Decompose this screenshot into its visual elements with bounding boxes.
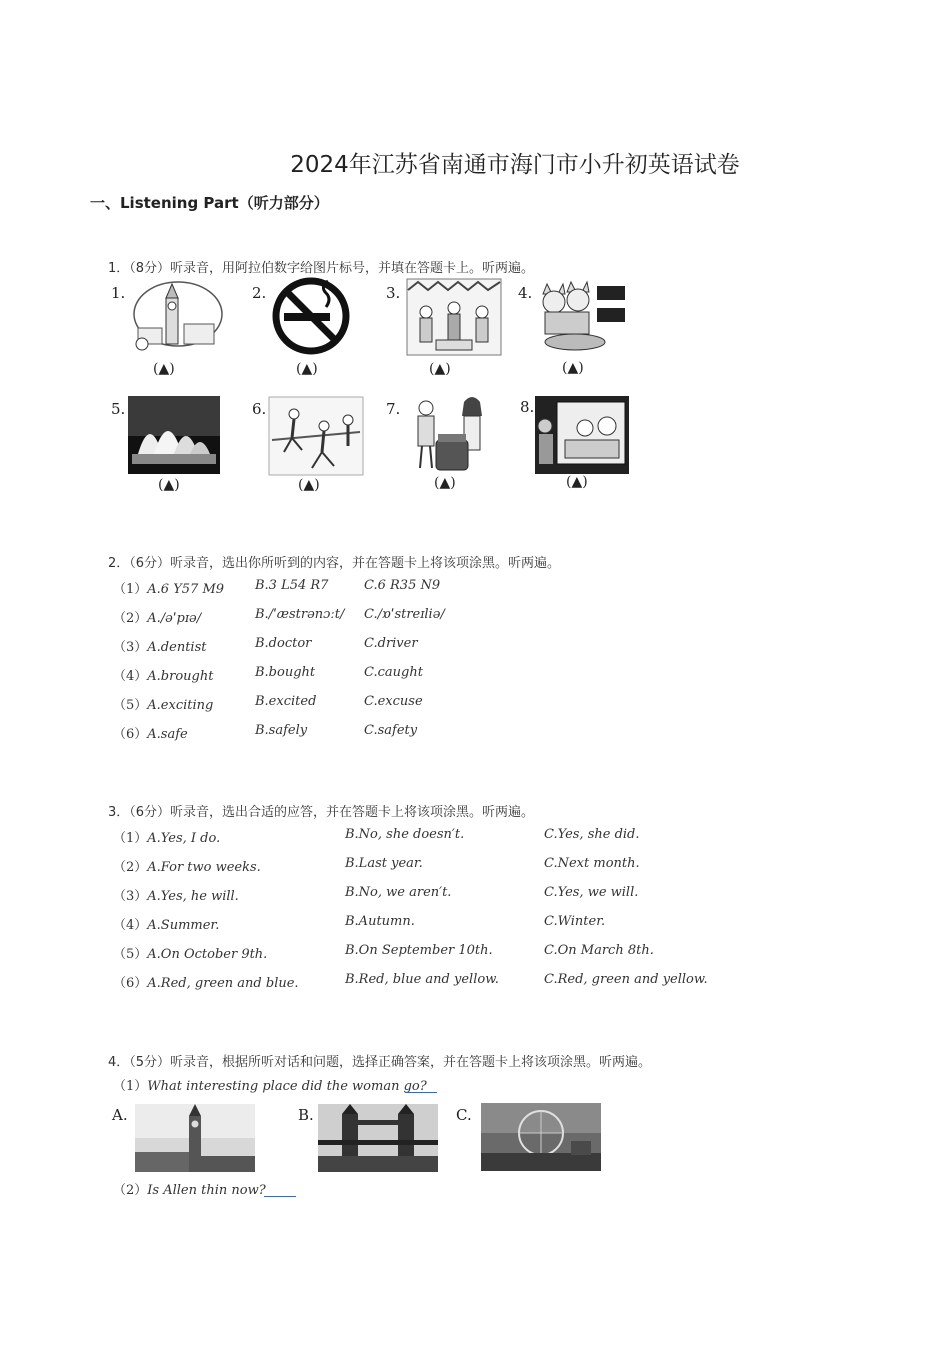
option-c[interactable]: C.Red, green and yellow. — [544, 972, 708, 987]
option-c[interactable]: C.Yes, we will. — [544, 885, 639, 900]
item-number: （6） — [113, 976, 148, 991]
tower-bridge-photo-icon — [318, 1104, 438, 1172]
q4-sub1 — [113, 1075, 427, 1094]
big-ben-illustration-icon — [128, 278, 224, 356]
option-a[interactable] — [113, 972, 299, 991]
option-c[interactable]: C.6 R35 N9 — [364, 578, 441, 593]
q2-header: 2．（6分）听录音，选出你所听到的内容，并在答题卡上将该项涂黑。听两遍。 — [108, 556, 561, 571]
option-a[interactable] — [113, 914, 219, 933]
option-a-text: A.Yes, he will. — [147, 889, 239, 904]
option-c[interactable]: C.driver — [364, 636, 418, 651]
option-c[interactable]: C.excuse — [364, 694, 423, 709]
q1-pic-number: 2. — [252, 284, 267, 302]
cats-cooking-icon — [535, 280, 629, 356]
q4-sub1-question: What interesting place did the woman go? — [147, 1079, 427, 1094]
item-number: （2） — [113, 860, 148, 875]
option-c[interactable]: C.caught — [364, 665, 423, 680]
option-a-text: A.exciting — [147, 698, 214, 713]
q1-pic-number: 1. — [111, 284, 126, 302]
q4-header: 4．（5分）听录音，根据所听对话和问题，选择正确答案，并在答题卡上将该项涂黑。听两遍。 — [108, 1055, 652, 1070]
q1-answer-mark: (▲) — [562, 360, 584, 376]
q1-pic-number: 8. — [520, 398, 535, 416]
item-number: （5） — [113, 947, 148, 962]
q1-pic-number: 4. — [518, 284, 533, 302]
option-c[interactable]: C.Yes, she did. — [544, 827, 640, 842]
option-a-text: A.Red, green and blue. — [147, 976, 299, 991]
big-ben-photo-icon — [135, 1104, 255, 1172]
q4-sub2 — [113, 1179, 266, 1198]
option-a-text: A.brought — [147, 669, 214, 684]
option-b[interactable]: B.doctor — [255, 636, 312, 651]
item-number: （4） — [113, 669, 148, 684]
option-a[interactable] — [113, 723, 188, 742]
q4-option-a-label: A. — [112, 1106, 128, 1124]
option-c[interactable]: C./ɒˈstreɪliə/ — [364, 607, 445, 622]
item-number: （1） — [113, 582, 148, 597]
option-a[interactable] — [113, 607, 201, 626]
q1-answer-mark: (▲) — [158, 477, 180, 493]
q4-option-c-label: C. — [456, 1106, 472, 1124]
item-number: （3） — [113, 640, 148, 655]
option-a-text: A.On October 9th. — [147, 947, 268, 962]
option-c[interactable]: C.On March 8th. — [544, 943, 654, 958]
option-b[interactable]: B.Last year. — [345, 856, 423, 871]
option-a-text: A.For two weeks. — [147, 860, 261, 875]
item-number: （1） — [113, 831, 148, 846]
no-smoking-sign-icon — [270, 277, 352, 355]
item-number: （4） — [113, 918, 148, 933]
q1-answer-mark: (▲) — [434, 475, 456, 491]
option-a[interactable] — [113, 694, 213, 713]
option-a-text: A.6 Y57 M9 — [147, 582, 225, 597]
q4-sub2-number: （2） — [113, 1183, 148, 1198]
item-number: （6） — [113, 727, 148, 742]
item-number: （2） — [113, 611, 148, 626]
option-c[interactable]: C.Winter. — [544, 914, 606, 929]
option-a[interactable] — [113, 665, 213, 684]
option-a-text: A.Summer. — [147, 918, 220, 933]
option-a[interactable] — [113, 636, 206, 655]
q1-pic-number: 6. — [252, 400, 267, 418]
q1-pic-number: 7. — [386, 400, 401, 418]
option-a-text: A.safe — [147, 727, 188, 742]
q4-sub1-answer-blank[interactable] — [405, 1092, 437, 1093]
option-b[interactable]: B.No, we aren′t. — [345, 885, 452, 900]
q1-header: 1．（8分）听录音，用阿拉伯数字给图片标号，并填在答题卡上。听两遍。 — [108, 261, 535, 276]
option-a[interactable] — [113, 943, 267, 962]
q4-sub1-number: （1） — [113, 1079, 148, 1094]
option-a-text: A.dentist — [147, 640, 207, 655]
option-b[interactable]: B.bought — [255, 665, 316, 680]
q1-answer-mark: (▲) — [296, 361, 318, 377]
option-b[interactable]: B.Red, blue and yellow. — [345, 972, 499, 987]
option-b[interactable]: B.3 L54 R7 — [255, 578, 329, 593]
option-b[interactable]: B.No, she doesn′t. — [345, 827, 465, 842]
q4-option-b-label: B. — [298, 1106, 314, 1124]
option-b[interactable]: B.On September 10th. — [345, 943, 493, 958]
option-a-text: A.Yes, I do. — [147, 831, 221, 846]
option-a-text: A./əˈpɪə/ — [147, 611, 202, 626]
option-c[interactable]: C.Next month. — [544, 856, 640, 871]
option-a[interactable] — [113, 578, 224, 597]
couple-with-cake-icon — [406, 396, 494, 474]
option-a[interactable] — [113, 827, 220, 846]
q1-answer-mark: (▲) — [153, 361, 175, 377]
q1-pic-number: 3. — [386, 284, 401, 302]
people-at-museum-icon — [535, 396, 629, 474]
item-number: （5） — [113, 698, 148, 713]
q4-sub2-answer-blank[interactable] — [264, 1196, 296, 1197]
option-b[interactable]: B./ˈæstrənɔːt/ — [255, 607, 345, 622]
q4-sub2-question: Is Allen thin now? — [147, 1183, 266, 1198]
option-b[interactable]: B.excited — [255, 694, 317, 709]
option-b[interactable]: B.safely — [255, 723, 308, 738]
item-number: （3） — [113, 889, 148, 904]
option-c[interactable]: C.safety — [364, 723, 418, 738]
running-race-icon — [268, 396, 364, 476]
section-heading: 一、Listening Part（听力部分） — [90, 194, 329, 212]
q1-pic-number: 5. — [111, 400, 126, 418]
option-b[interactable]: B.Autumn. — [345, 914, 415, 929]
page-title: 2024年江苏省南通市海门市小升初英语试卷 — [290, 152, 740, 178]
q1-answer-mark: (▲) — [298, 477, 320, 493]
sydney-opera-house-icon — [128, 396, 220, 474]
option-a[interactable] — [113, 856, 261, 875]
q3-header: 3．（6分）听录音，选出合适的应答，并在答题卡上将该项涂黑。听两遍。 — [108, 805, 535, 820]
party-scene-icon — [406, 278, 502, 356]
option-a[interactable] — [113, 885, 239, 904]
q1-answer-mark: (▲) — [566, 474, 588, 490]
q1-answer-mark: (▲) — [429, 361, 451, 377]
london-eye-photo-icon — [481, 1103, 601, 1171]
